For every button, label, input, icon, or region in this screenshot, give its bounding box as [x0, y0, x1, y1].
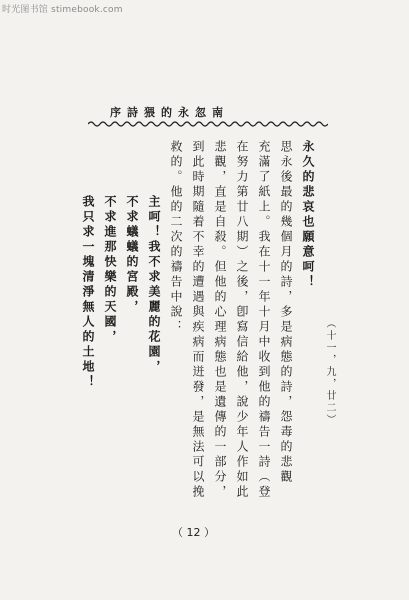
decorative-wavy-rule — [88, 120, 328, 128]
poem-line-4: 我只求一塊清淨無人的土地！ — [81, 195, 95, 390]
text-column-3: 在努力第廿八期）之後，卽寫信給他，說少年人作如此 — [235, 140, 249, 500]
poem-line-5: 永久的悲哀也願意呵！ — [301, 140, 315, 290]
text-column-1: 思永後最的幾個月的詩，多是病態的詩，怨毒的悲觀 — [279, 140, 293, 485]
text-column-6: 救的。他的二次的禱告中說： — [169, 140, 183, 335]
page-number: （ 12 ） — [172, 526, 215, 539]
text-column-2: 充滿了紙上。我在十一年十月中收到他的禱告一詩（登 — [257, 140, 271, 500]
poem-line-3: 不求進那快樂的天國， — [103, 195, 117, 345]
text-column-5: 到此時期隨着不幸的遭遇與疾病而迸發，是無法可以挽 — [191, 140, 205, 500]
poem-line-2: 不求蟻蟻的宮殿， — [125, 195, 139, 315]
date-note: （十一，九，廿二） — [324, 318, 335, 426]
page-title: 序詩猥的永忽南 — [110, 106, 229, 119]
poem-line-1: 主呵！我不求美麗的花園， — [147, 195, 161, 375]
text-column-4: 悲觀，直是自殺。但他的心理病態也是遺傳的一部分， — [213, 140, 227, 500]
watermark-text: 时光图书馆 stimebook.com — [2, 5, 123, 15]
